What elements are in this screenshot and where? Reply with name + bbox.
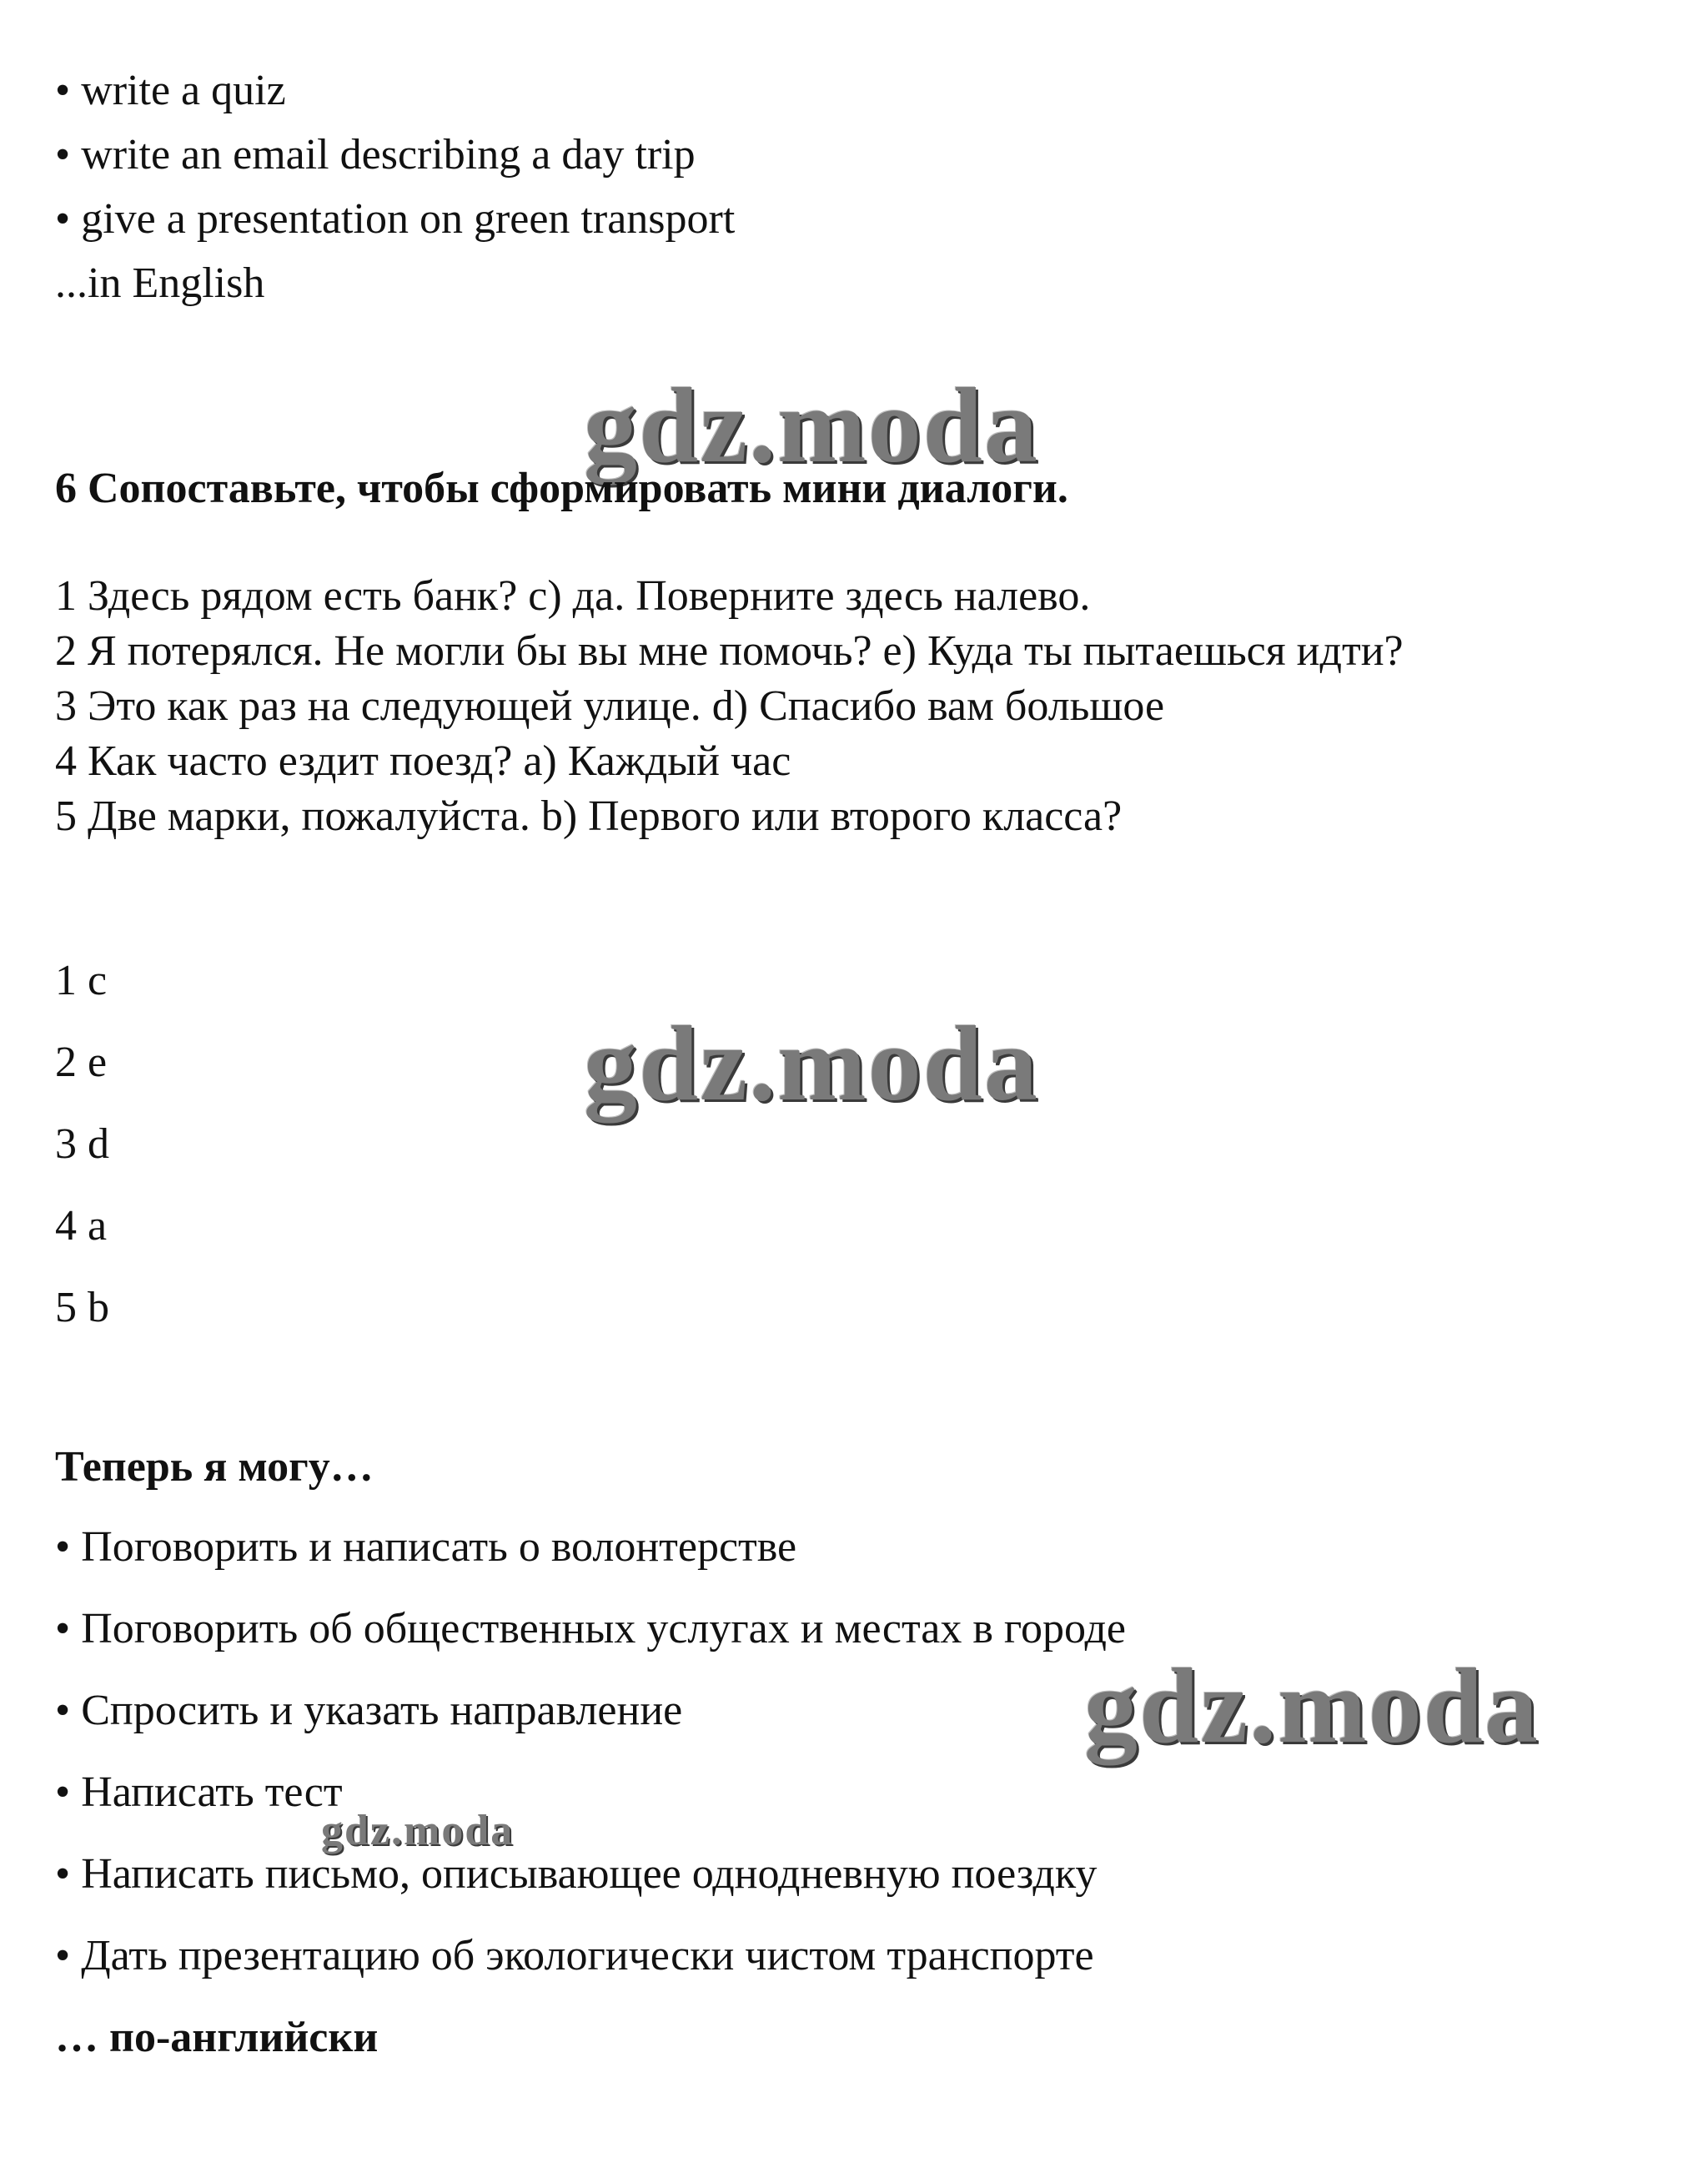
answer-2: 2 e	[55, 1039, 108, 1086]
intro-item-3: • give a presentation on green transport	[55, 195, 736, 243]
can-do-item-6: • Дать презентацию об экологически чистом транспорте	[55, 1932, 1094, 1979]
can-do-item-3: • Спросить и указать направление	[55, 1687, 683, 1734]
answer-5: 5 b	[55, 1284, 109, 1331]
exercise-line-1: 1 Здесь рядом есть банк? c) да. Поверните здесь налево.	[55, 572, 1091, 620]
intro-item-2: • write an email describing a day trip	[55, 131, 696, 179]
exercise-line-5: 5 Две марки, пожалуйста. b) Первого или второго класса?	[55, 792, 1123, 840]
can-do-item-2: • Поговорить об общественных услугах и местах в городе	[55, 1605, 1127, 1652]
exercise-line-2: 2 Я потерялся. Не могли бы вы мне помочь? e) Куда ты пытаешься идти?	[55, 627, 1404, 675]
exercise-line-4: 4 Как часто ездит поезд? a) Каждый час	[55, 737, 791, 785]
can-do-closing: … по-английски	[55, 2014, 379, 2061]
intro-item-1: • write a quiz	[55, 67, 286, 114]
exercise-line-3: 3 Это как раз на следующей улице. d) Спасибо вам большое	[55, 682, 1165, 730]
exercise-title: 6 Сопоставьте, чтобы сформировать мини диалоги.	[55, 465, 1068, 512]
intro-closing: ...in English	[55, 259, 265, 307]
answer-3: 3 d	[55, 1120, 109, 1168]
watermark-logo-3: gdz.moda	[1084, 1647, 1540, 1765]
can-do-item-1: • Поговорить и написать о волонтерстве	[55, 1523, 797, 1571]
watermark-logo-4: gdz.moda	[321, 1807, 515, 1854]
can-do-item-4: • Написать тест	[55, 1768, 343, 1816]
answer-1: 1 c	[55, 957, 108, 1004]
can-do-item-5: • Написать письмо, описывающее однодневную поездку	[55, 1850, 1098, 1898]
watermark-logo-1: gdz.moda	[584, 366, 1039, 485]
watermark-logo-2: gdz.moda	[584, 1004, 1039, 1123]
can-do-heading: Теперь я могу…	[55, 1443, 374, 1491]
answer-4: 4 a	[55, 1202, 108, 1250]
